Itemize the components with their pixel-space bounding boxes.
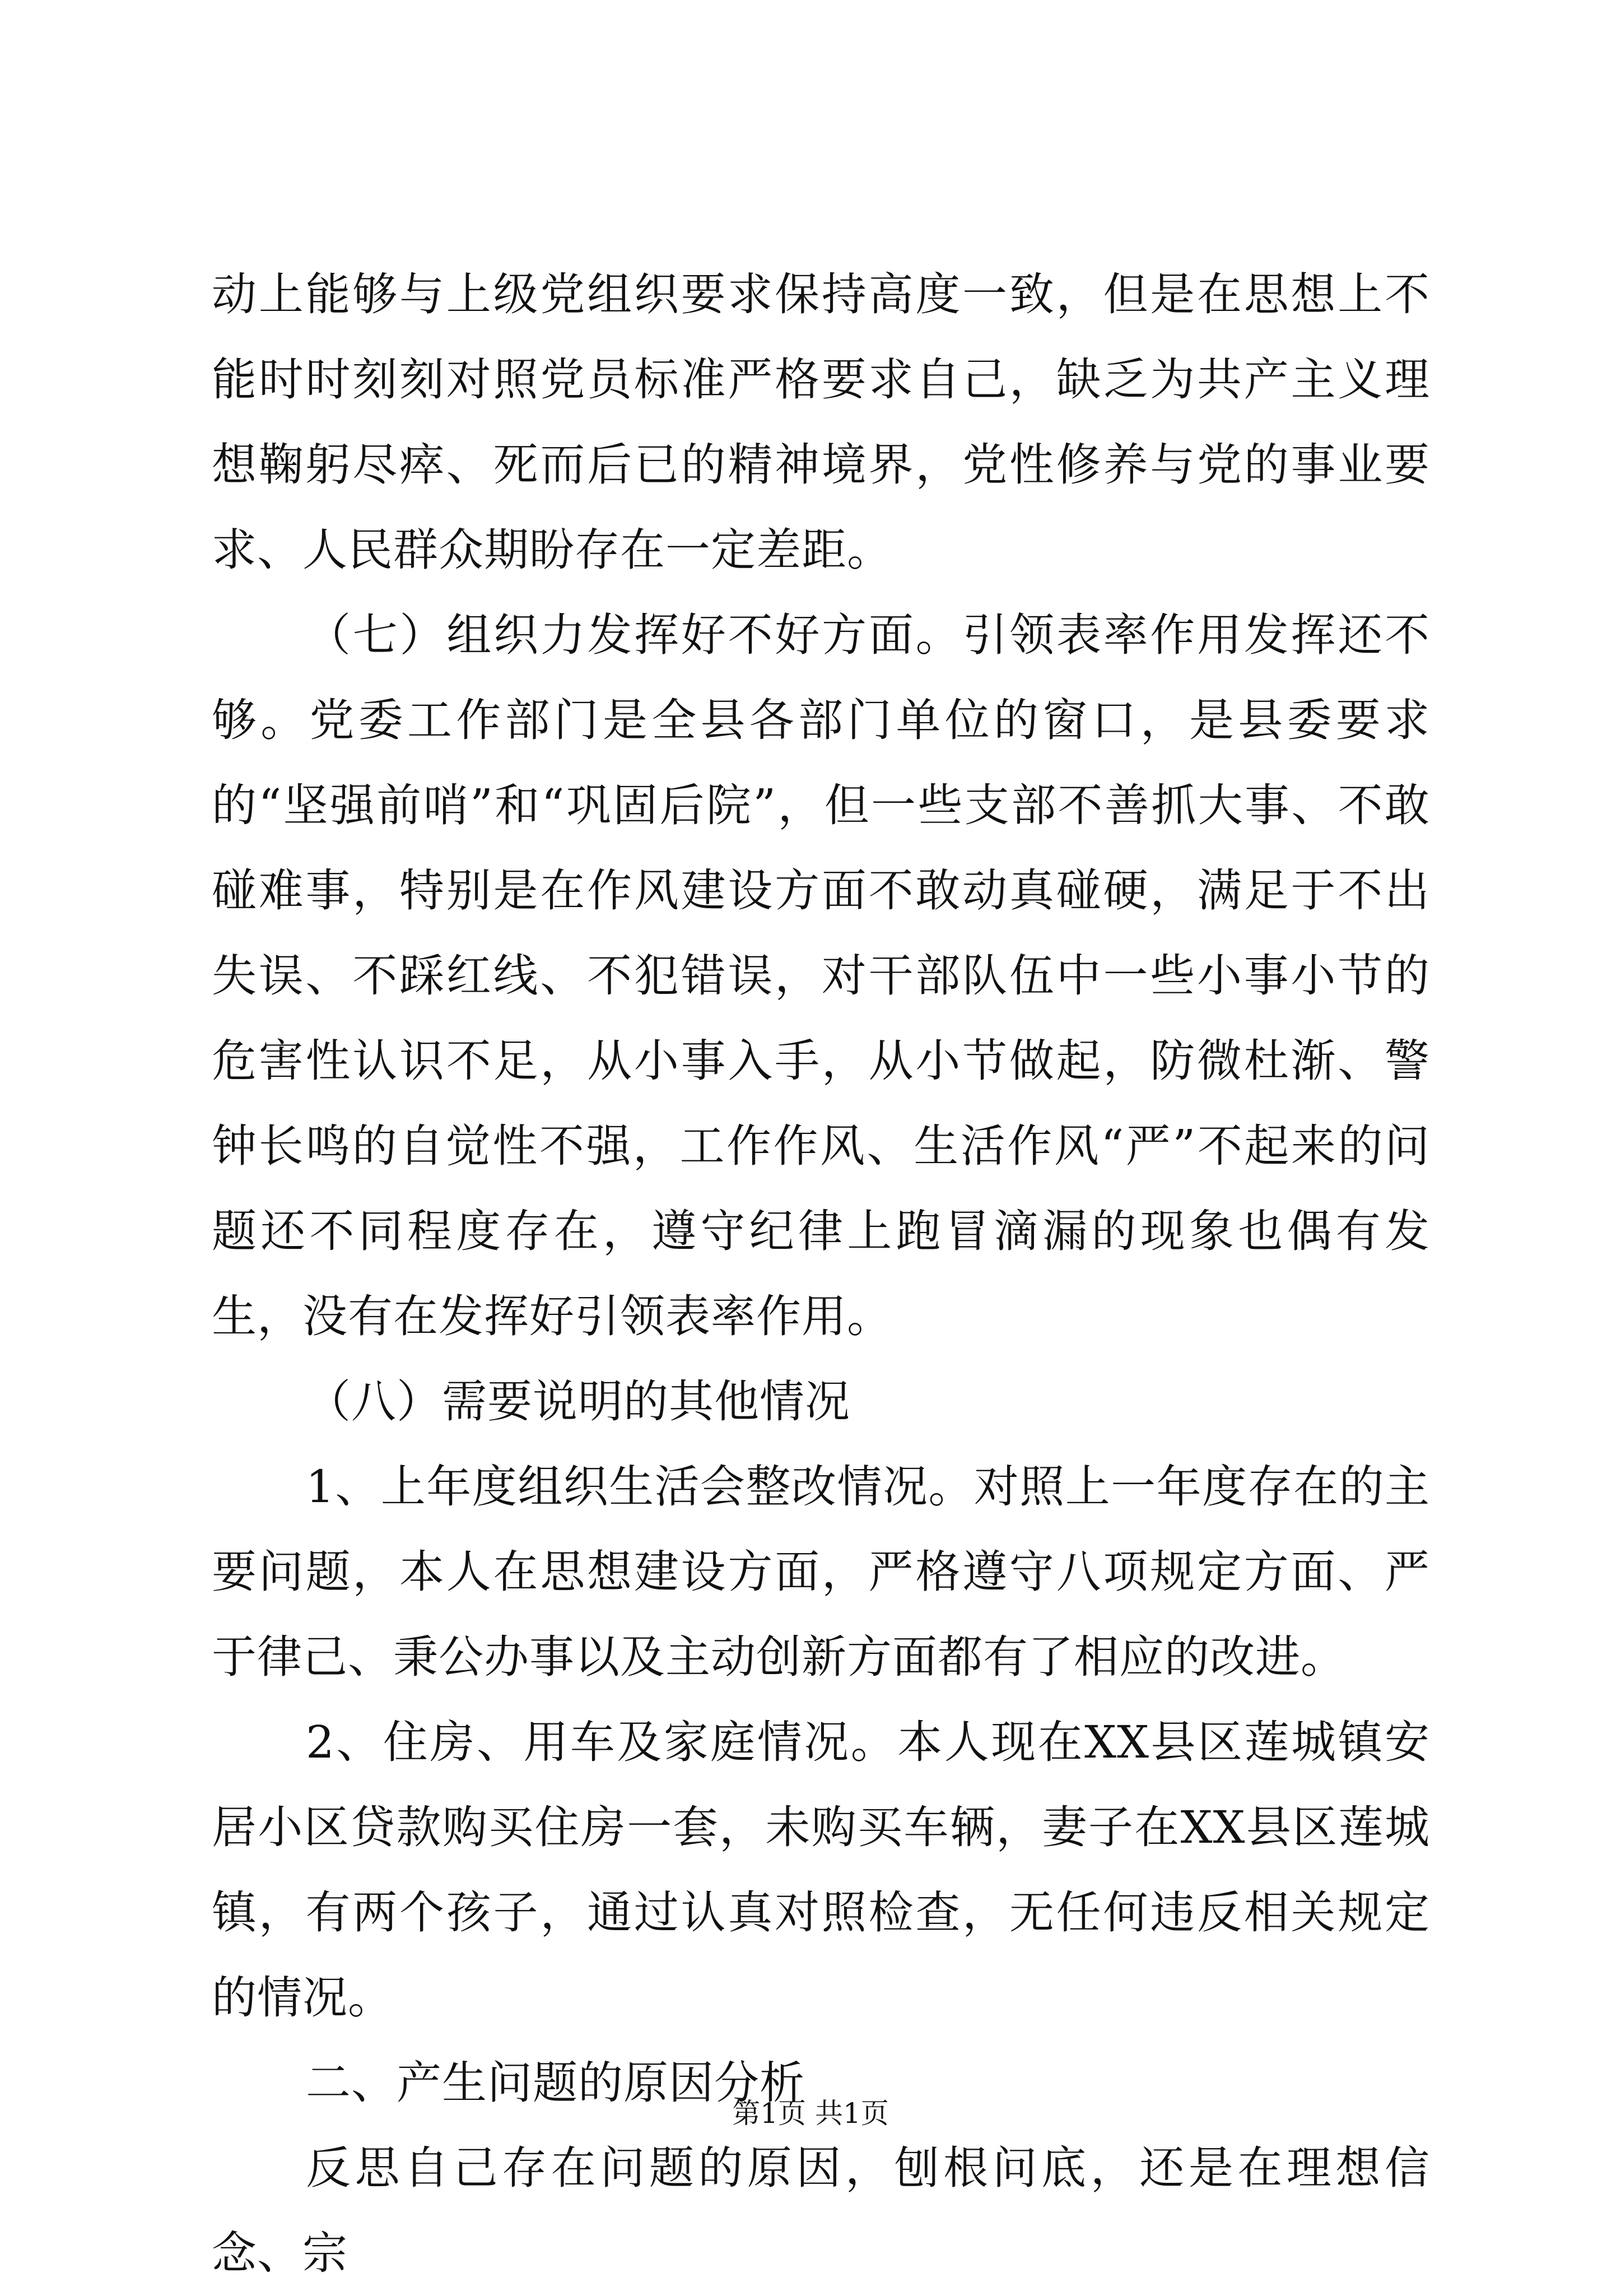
paragraph-section-7: （七）组织力发挥好不好方面。引领表率作用发挥还不够。党委工作部门是全县各部门单位的窗口，是县委要求的“坚强前哨”和“巩固后院”，但一些支部不善抓大事、不敢碰难事，特别是在作风建设方面不敢动真碰硬，满足于不出失误、不踩红线、不犯错误，对干部队伍中一些小事小节的危害性认识不足，从小事入手，从小节做起，防微杜渐、警钟长鸣的自觉性不强，工作作风、生活作风“严”不起来的问题还不同程度存在，遵守纪律上跑冒滴漏的现象也偶有发生，没有在发挥好引领表率作用。 [212,609,1430,1342]
paragraph-section-8-heading: （八）需要说明的其他情况 [306,1375,850,1428]
paragraph-item-2: 2、住房、用车及家庭情况。本人现在XX县区莲城镇安居小区贷款购买住房一套，未购买车辆，妻子在XX县区莲城镇，有两个孩子，通过认真对照检查，无任何违反相关规定的情况。 [212,1716,1430,2024]
document-body [212,252,1430,2296]
page-footer: 第1页 共1页 [732,2097,889,2130]
paragraph-item-1: 1、上年度组织生活会整改情况。对照上一年度存在的主要问题，本人在思想建设方面，严格遵守八项规定方面、严于律己、秉公办事以及主动创新方面都有了相应的改进。 [212,1461,1430,1683]
paragraph-cause-analysis: 反思自己存在问题的原因，刨根问底，还是在理想信念、宗 [212,2142,1430,2279]
paragraph-continuation: 动上能够与上级党组织要求保持高度一致，但是在思想上不能时时刻刻对照党员标准严格要求自己，缺乏为共产主义理想鞠躬尽瘁、死而后已的精神境界，党性修养与党的事业要求、人民群众期盼存在一定差距。 [212,268,1430,576]
section-2-heading: 二、产生问题的原因分析 [306,2057,805,2109]
